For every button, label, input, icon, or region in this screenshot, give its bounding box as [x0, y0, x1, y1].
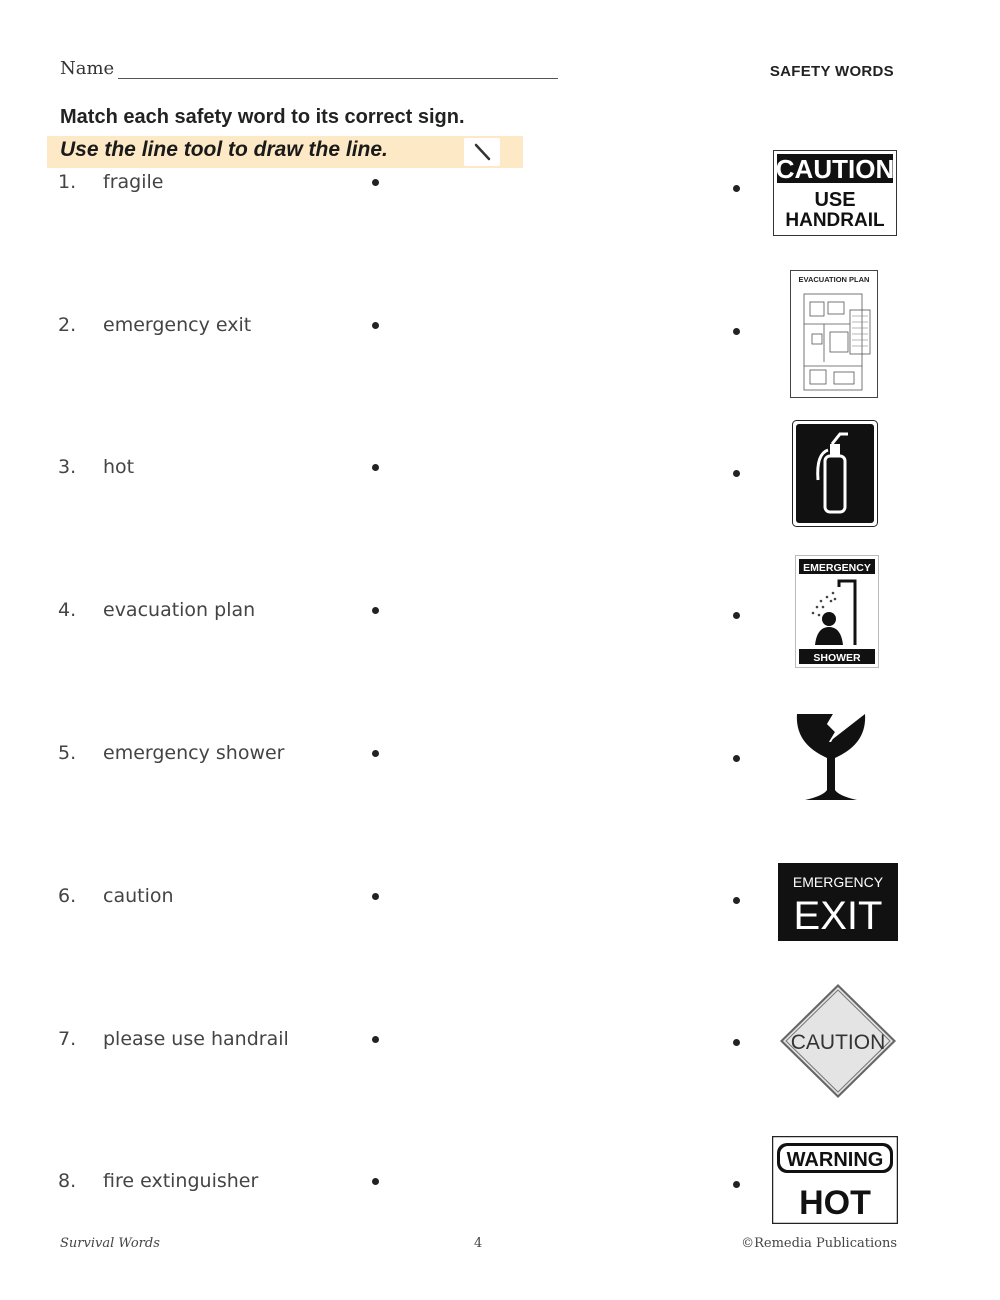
page-number: 4	[474, 1236, 483, 1251]
caution-diamond-text: CAUTION	[790, 1031, 886, 1054]
word-number-5: 5.	[58, 742, 77, 764]
sign-caution-use-handrail	[773, 150, 897, 236]
right-dot-8[interactable]	[733, 1181, 740, 1188]
right-dot-2[interactable]	[733, 328, 740, 335]
right-dot-3[interactable]	[733, 470, 740, 477]
word-fire-extinguisher: fire extinguisher	[103, 1170, 259, 1192]
left-dot-8[interactable]	[372, 1178, 379, 1185]
instruction-text: Match each safety word to its correct sign.	[60, 106, 465, 128]
name-label: Name	[60, 58, 115, 79]
left-dot-7[interactable]	[372, 1036, 379, 1043]
left-dot-6[interactable]	[372, 893, 379, 900]
word-number-4: 4.	[58, 599, 77, 621]
left-dot-4[interactable]	[372, 607, 379, 614]
evacuation-plan-title: EVACUATION PLAN	[798, 275, 870, 284]
right-dot-6[interactable]	[733, 897, 740, 904]
sign-evacuation-plan	[790, 270, 878, 398]
word-evacuation-plan: evacuation plan	[103, 599, 256, 621]
word-caution: caution	[103, 885, 174, 907]
banner-text: Use the line tool to draw the line.	[60, 138, 388, 161]
word-hot: hot	[103, 456, 135, 478]
shower-top-text: EMERGENCY	[803, 562, 871, 574]
right-dot-5[interactable]	[733, 755, 740, 762]
fire-extinguisher-icon	[792, 420, 878, 527]
word-number-3: 3.	[58, 456, 77, 478]
left-dot-2[interactable]	[372, 322, 379, 329]
left-dot-5[interactable]	[372, 750, 379, 757]
broken-glass-icon	[795, 712, 867, 804]
word-number-7: 7.	[58, 1028, 77, 1050]
word-please-use-handrail: please use handrail	[103, 1028, 289, 1050]
right-dot-1[interactable]	[733, 185, 740, 192]
right-dot-7[interactable]	[733, 1039, 740, 1046]
caution-handrail-line2: HANDRAIL	[785, 210, 885, 231]
footer-book-title: Survival Words	[60, 1236, 160, 1251]
caution-handrail-top-text: CAUTION	[775, 154, 895, 184]
warning-top-text: WARNING	[786, 1149, 884, 1171]
sign-caution-diamond	[778, 982, 898, 1100]
right-dot-4[interactable]	[733, 612, 740, 619]
word-number-8: 8.	[58, 1170, 77, 1192]
sign-warning-hot	[772, 1136, 898, 1224]
page-title: SAFETY WORDS	[769, 63, 894, 80]
caution-handrail-line1: USE	[814, 189, 856, 211]
warning-main-text: HOT	[799, 1184, 871, 1222]
exit-top-text: EMERGENCY	[792, 874, 884, 890]
line-tool-button[interactable]	[464, 138, 500, 166]
sign-emergency-exit	[778, 863, 898, 941]
word-emergency-exit: emergency exit	[103, 314, 252, 336]
word-number-6: 6.	[58, 885, 77, 907]
word-number-2: 2.	[58, 314, 77, 336]
word-number-1: 1.	[58, 171, 77, 193]
line-tool-icon	[464, 138, 500, 166]
left-dot-3[interactable]	[372, 464, 379, 471]
sign-emergency-shower	[795, 555, 879, 668]
exit-main-text: EXIT	[793, 894, 883, 938]
word-emergency-shower: emergency shower	[103, 742, 285, 764]
name-line[interactable]	[118, 78, 558, 79]
word-fragile: fragile	[103, 171, 164, 193]
shower-bottom-text: SHOWER	[813, 652, 861, 664]
left-dot-1[interactable]	[372, 179, 379, 186]
footer-copyright: ©Remedia Publications	[741, 1236, 897, 1251]
